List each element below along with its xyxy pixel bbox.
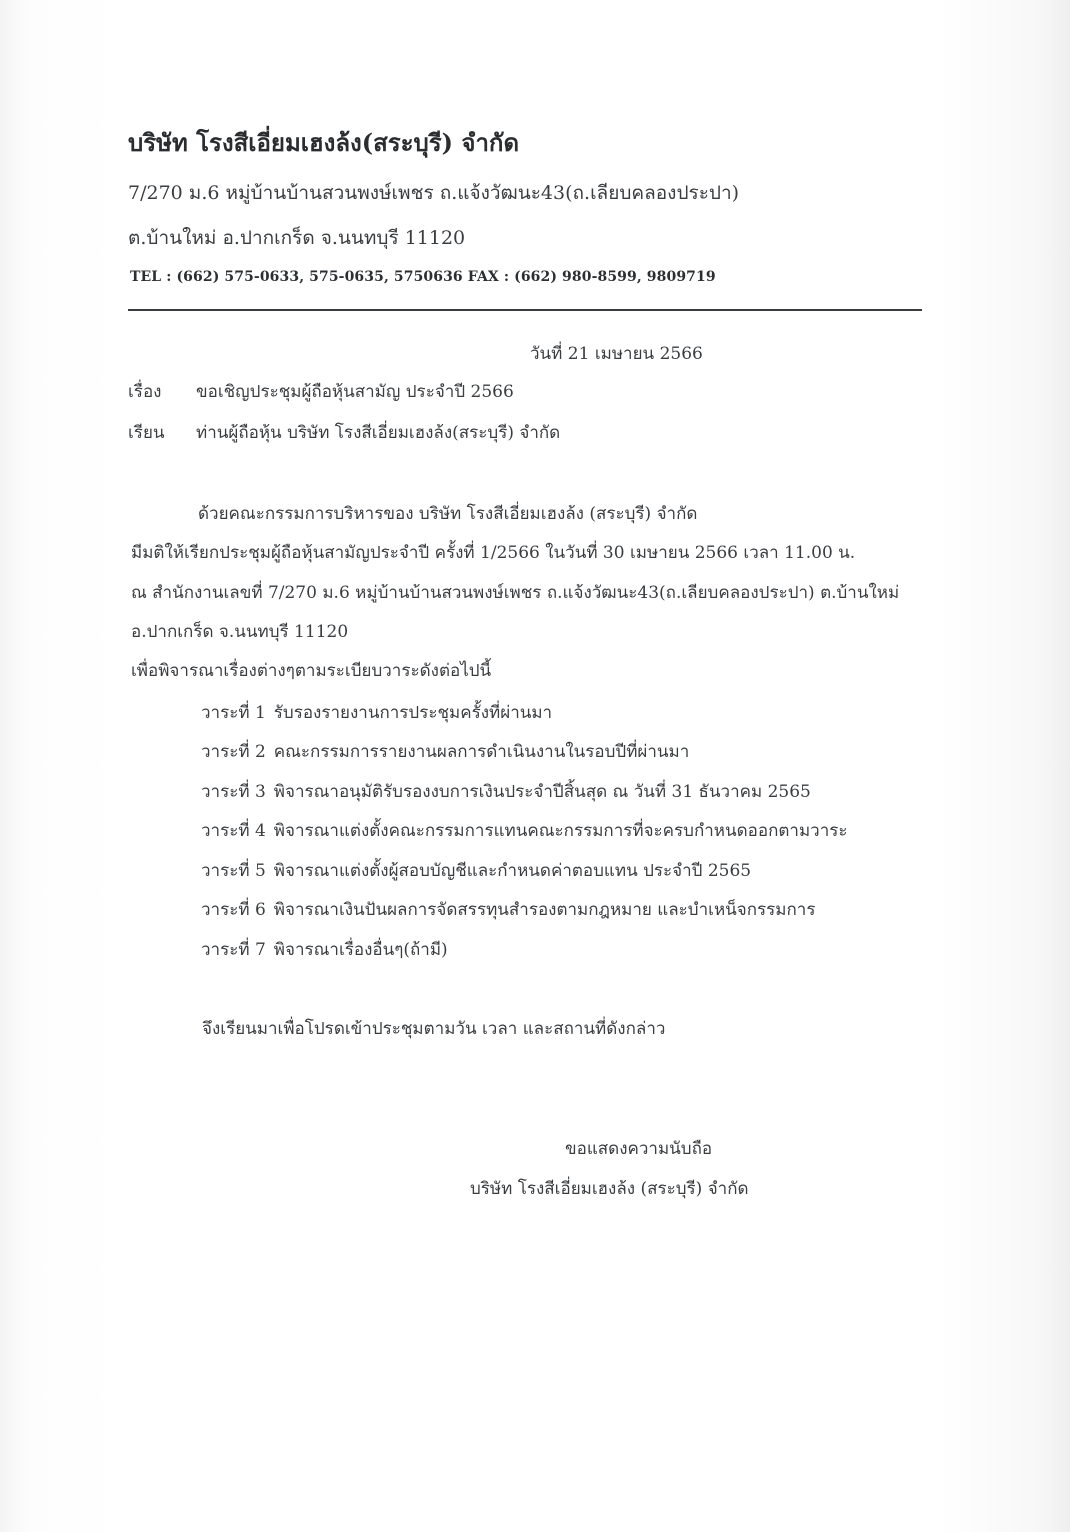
agenda-item [201, 863, 751, 880]
agenda-item [201, 823, 848, 840]
agenda-item-text: พิจารณาอนุมัติรับรองงบการเงินประจำปีสิ้นสุด ณ วันที่ 31 ธันวาคม 2565 [273, 782, 811, 802]
subject-label: เรื่อง [128, 382, 162, 402]
body-line-4: อ.ปากเกร็ด จ.นนทบุรี 11120 [131, 622, 349, 642]
agenda-item-number: วาระที่ 5 [201, 861, 266, 881]
body-line-2: มีมติให้เรียกประชุมผู้ถือหุ้นสามัญประจำปี ครั้งที่ 1/2566 ในวันที่ 30 เมษายน 2566 เวลา 11.00 น. [131, 543, 856, 563]
agenda-item-text: รับรองรายงานการประชุมครั้งที่ผ่านมา [273, 703, 553, 723]
agenda-item-text: พิจารณาแต่งตั้งผู้สอบบัญชีและกำหนดค่าตอบแทน ประจำปี 2565 [273, 861, 752, 881]
subject-value: ขอเชิญประชุมผู้ถือหุ้นสามัญ ประจำปี 2566 [196, 382, 514, 402]
company-address-line-2: ต.บ้านใหม่ อ.ปากเกร็ด จ.นนทบุรี 11120 [128, 227, 466, 249]
recipient-label: เรียน [128, 423, 165, 443]
agenda-item-text: พิจารณาแต่งตั้งคณะกรรมการแทนคณะกรรมการที่จะครบกำหนดออกตามวาระ [273, 821, 848, 841]
agenda-item [201, 744, 689, 761]
agenda-item-number: วาระที่ 7 [201, 940, 266, 960]
agenda-item-text: คณะกรรมการรายงานผลการดำเนินงานในรอบปีที่ผ่านมา [273, 742, 690, 762]
agenda-item-number: วาระที่ 3 [201, 782, 266, 802]
agenda-item-text: พิจารณาเงินปันผลการจัดสรรทุนสำรองตามกฎหมาย และบำเหน็จกรรมการ [273, 900, 816, 920]
letter-date: วันที่ 21 เมษายน 2566 [530, 344, 703, 364]
body-line-1: ด้วยคณะกรรมการบริหารของ บริษัท โรงสีเอี่ยมเฮงล้ง (สระบุรี) จำกัด [198, 504, 698, 524]
recipient-value: ท่านผู้ถือหุ้น บริษัท โรงสีเอี่ยมเฮงล้ง(สระบุรี) จำกัด [196, 423, 561, 443]
signature-regards: ขอแสดงความนับถือ [565, 1139, 713, 1159]
signature-company: บริษัท โรงสีเอี่ยมเฮงล้ง (สระบุรี) จำกัด [470, 1179, 749, 1199]
agenda-item [201, 902, 815, 919]
company-address-line-1: 7/270 ม.6 หมู่บ้านบ้านสวนพงษ์เพชร ถ.แจ้งวัฒนะ43(ถ.เลียบคลองประปา) [128, 182, 740, 204]
agenda-item [201, 942, 448, 959]
agenda-item-number: วาระที่ 2 [201, 742, 266, 762]
agenda-item-number: วาระที่ 4 [201, 821, 266, 841]
body-line-3: ณ สำนักงานเลขที่ 7/270 ม.6 หมู่บ้านบ้านสวนพงษ์เพชร ถ.แจ้งวัฒนะ43(ถ.เลียบคลองประปา) ต.บ้านใหม่ [131, 583, 900, 603]
agenda-item [201, 705, 552, 722]
agenda-item-number: วาระที่ 1 [201, 703, 266, 723]
company-name: บริษัท โรงสีเอี่ยมเฮงล้ง(สระบุรี) จำกัด [128, 128, 520, 157]
company-contact-numbers: TEL : (662) 575-0633, 575-0635, 5750636 FAX : (662) 980-8599, 9809719 [130, 269, 716, 285]
letterhead-divider [128, 309, 922, 311]
body-line-5: เพื่อพิจารณาเรื่องต่างๆตามระเบียบวาระดังต่อไปนี้ [131, 661, 492, 681]
closing-sentence: จึงเรียนมาเพื่อโปรดเข้าประชุมตามวัน เวลา และสถานที่ดังกล่าว [202, 1019, 666, 1039]
agenda-item-number: วาระที่ 6 [201, 900, 266, 920]
agenda-item-text: พิจารณาเรื่องอื่นๆ(ถ้ามี) [273, 940, 448, 960]
agenda-item [201, 784, 811, 801]
